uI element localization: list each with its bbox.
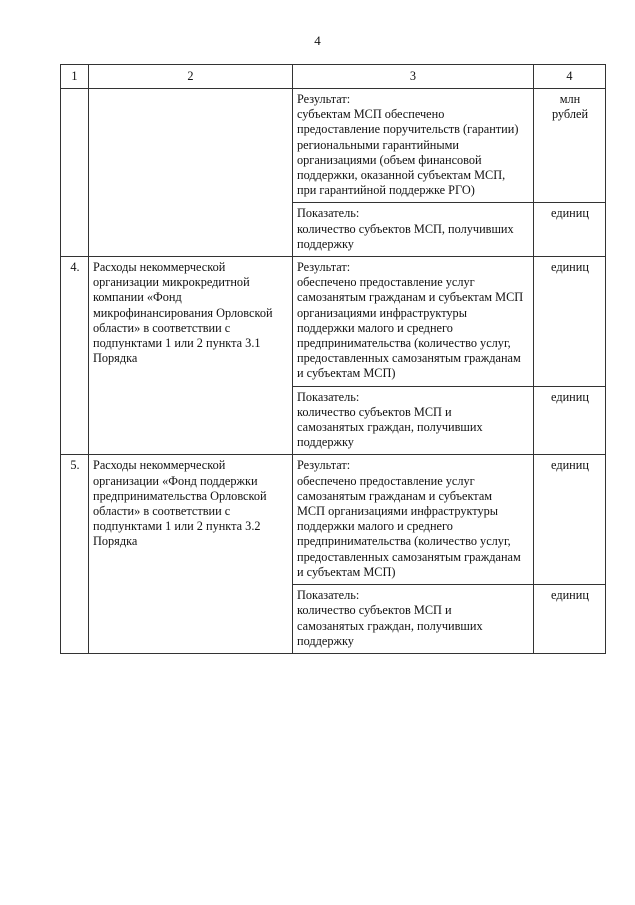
result-text-line: предоставление поручительств (гарантии) <box>297 122 519 137</box>
description-text-line: подпунктами 1 или 2 пункта 3.1 <box>93 336 261 351</box>
result-text-line: организациями (объем финансовой <box>297 152 482 167</box>
indicator-text-line: поддержку <box>297 633 354 648</box>
unit-cell <box>534 89 606 203</box>
unit-text-line: единиц <box>551 458 589 473</box>
unit-text-line: млн <box>559 92 581 106</box>
description-text-line: Порядка <box>93 534 138 549</box>
unit-text-line: единиц <box>551 260 589 275</box>
description-text-line: компании «Фонд <box>93 290 182 305</box>
result-cell <box>293 455 534 585</box>
result-text-line: предоставленных самозанятым гражданам <box>297 549 521 564</box>
result-text-line: обеспечено предоставление услуг <box>297 473 475 488</box>
description-text-line: подпунктами 1 или 2 пункта 3.2 <box>93 519 261 534</box>
header-cell-2: 2 <box>89 65 293 89</box>
description-text-line: Расходы некоммерческой <box>93 458 226 473</box>
description-text-line: области» в соответствии с <box>93 504 231 519</box>
unit-cell <box>534 203 606 257</box>
result-text-line: поддержки малого и среднего <box>297 320 453 335</box>
result-text-line: МСП организациями инфраструктуры <box>297 504 499 519</box>
unit-cell <box>534 386 606 455</box>
indicator-label: Показатель: <box>297 389 360 404</box>
table-row <box>61 257 606 387</box>
result-text-line: региональными гарантийными <box>297 137 459 152</box>
table-header-row <box>61 65 606 89</box>
header-cell-4: 4 <box>534 65 606 89</box>
description-text-line: Порядка <box>93 351 138 366</box>
indicator-text-line: поддержку <box>297 435 354 450</box>
description-text-line: предпринимательства Орловской <box>93 488 267 503</box>
result-label: Результат: <box>297 458 351 473</box>
result-text-line: самозанятым гражданам и субъектам МСП <box>297 290 524 305</box>
result-text-line: поддержки, оказанной субъектам МСП, <box>297 168 506 183</box>
header-cell-3: 3 <box>293 65 534 89</box>
result-text-line: и субъектам МСП) <box>297 366 396 381</box>
indicator-cell <box>293 585 534 654</box>
indicators-table <box>60 64 606 654</box>
table-row <box>61 455 606 585</box>
result-text-line: предпринимательства (количество услуг, <box>297 336 511 351</box>
indicator-text-line: поддержку <box>297 236 354 251</box>
description-text-line: микрофинансирования Орловской <box>93 305 273 320</box>
result-text-line: при гарантийной поддержке РГО) <box>297 183 475 198</box>
result-text-line: и субъектам МСП) <box>297 564 396 579</box>
indicator-text-line: количество субъектов МСП, получивших <box>297 221 514 236</box>
indicator-text-line: количество субъектов МСП и <box>297 404 452 419</box>
unit-cell <box>534 455 606 585</box>
result-text-line: предпринимательства (количество услуг, <box>297 534 511 549</box>
result-text-line: самозанятым гражданам и субъектам <box>297 488 493 503</box>
unit-text-line: рублей <box>551 107 589 122</box>
indicator-cell <box>293 203 534 257</box>
indicator-label: Показатель: <box>297 206 360 221</box>
row-description-cell <box>89 257 293 455</box>
result-label: Результат: <box>297 92 351 106</box>
indicator-text-line: самозанятых граждан, получивших <box>297 420 483 435</box>
description-text-line: области» в соответствии с <box>93 320 231 335</box>
indicator-text-line: количество субъектов МСП и <box>297 603 452 618</box>
indicator-cell <box>293 386 534 455</box>
description-text-line: организации микрокредитной <box>93 275 250 290</box>
result-text-line: предоставленных самозанятым гражданам <box>297 351 521 366</box>
row-number-cell <box>61 89 89 257</box>
table-row <box>61 89 606 203</box>
result-text-line: обеспечено предоставление услуг <box>297 275 475 290</box>
indicator-label: Показатель: <box>297 588 360 603</box>
row-number-cell: 5. <box>61 455 89 653</box>
result-label: Результат: <box>297 260 351 275</box>
row-description-cell <box>89 455 293 653</box>
row-number-cell: 4. <box>61 257 89 455</box>
unit-cell <box>534 585 606 654</box>
page-number: 4 <box>314 33 321 48</box>
result-text-line: организациями инфраструктуры <box>297 305 467 320</box>
result-text-line: поддержки малого и среднего <box>297 519 453 534</box>
result-cell <box>293 89 534 203</box>
description-text-line: Расходы некоммерческой <box>93 260 226 275</box>
indicator-text-line: самозанятых граждан, получивших <box>297 618 483 633</box>
unit-text-line: единиц <box>551 206 589 221</box>
unit-cell <box>534 257 606 387</box>
description-text-line: организации «Фонд поддержки <box>93 473 258 488</box>
result-text-line: субъектам МСП обеспечено <box>297 107 445 122</box>
header-cell-1: 1 <box>61 65 89 89</box>
row-description-cell <box>89 89 293 257</box>
result-cell <box>293 257 534 387</box>
unit-text-line: единиц <box>551 389 589 404</box>
unit-text-line: единиц <box>551 588 589 603</box>
